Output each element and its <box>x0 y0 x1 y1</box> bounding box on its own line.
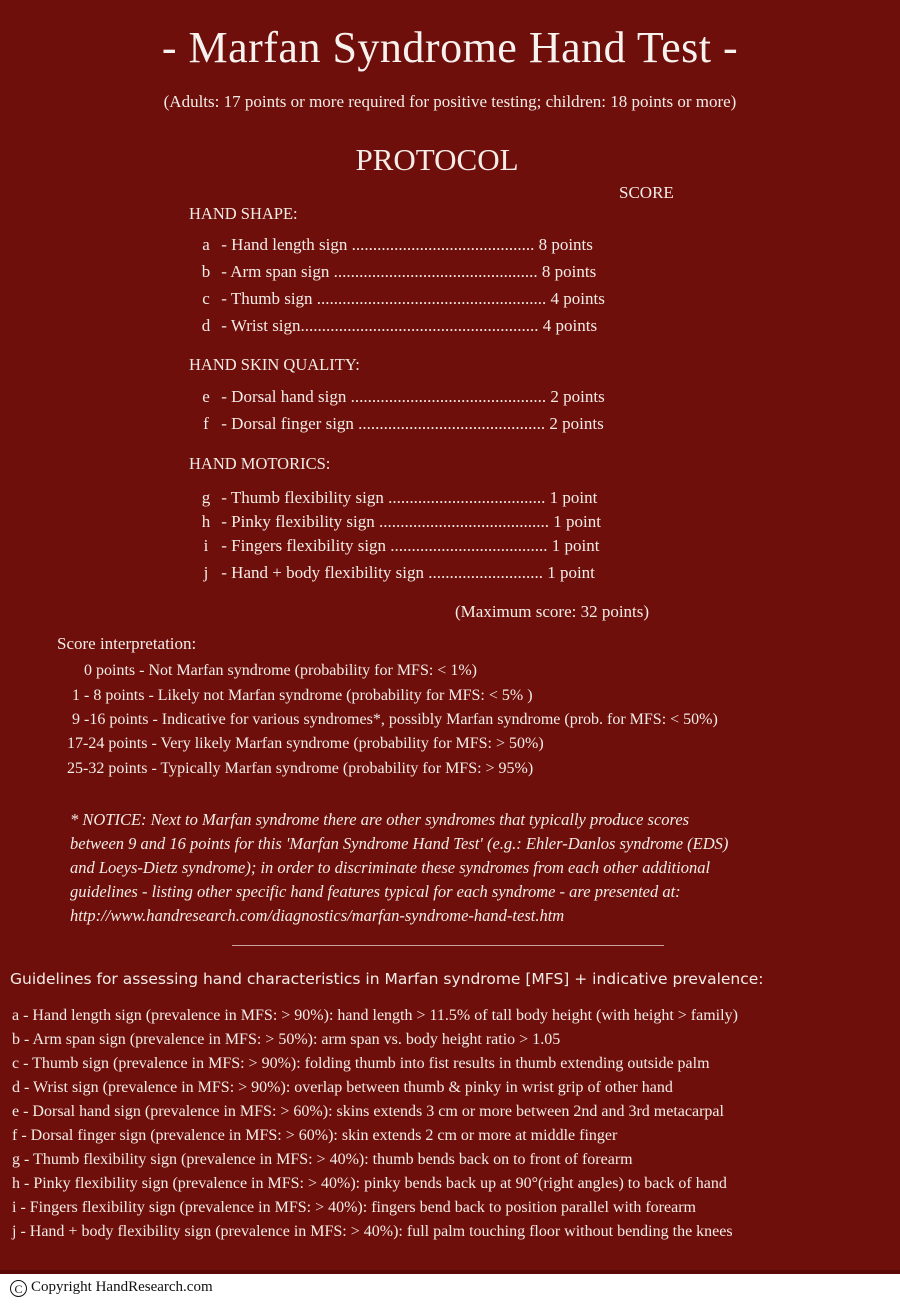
guideline-row: a - Hand length sign (prevalence in MFS: > 90%): hand length > 11.5% of tall body height (with height > family) <box>12 1007 738 1024</box>
item-letter: a <box>202 235 210 254</box>
protocol-item-b <box>195 262 596 282</box>
item-text: - Dorsal finger sign ............................................ 2 points <box>221 414 604 433</box>
guideline-row: e - Dorsal hand sign (prevalence in MFS: > 60%): skins extends 3 cm or more between 2nd and 3rd metacarpal <box>12 1103 724 1120</box>
protocol-item-a <box>195 235 593 255</box>
protocol-item-e <box>195 387 605 407</box>
section-hand-skin: HAND SKIN QUALITY: <box>189 355 360 374</box>
protocol-item-h <box>195 512 601 532</box>
item-letter: c <box>202 289 210 308</box>
protocol-item-g <box>195 488 597 508</box>
section-hand-shape: HAND SHAPE: <box>189 204 298 223</box>
protocol-item-c <box>195 289 605 309</box>
copyright-text: Copyright HandResearch.com <box>31 1279 213 1295</box>
protocol-heading: PROTOCOL <box>355 142 519 177</box>
item-text: - Fingers flexibility sign ..................................... 1 point <box>221 536 600 555</box>
notice-line: guidelines - listing other specific hand features typical for each syndrome - are presented at: <box>70 882 681 901</box>
protocol-item-d <box>195 316 597 336</box>
guideline-row: j - Hand + body flexibility sign (prevalence in MFS: > 40%): full palm touching floor without bending the knees <box>12 1223 733 1240</box>
divider <box>232 945 664 946</box>
item-text: - Hand + body flexibility sign ........................... 1 point <box>221 563 595 582</box>
protocol-item-f <box>195 414 604 434</box>
copyright-notice <box>10 1279 213 1297</box>
max-score: (Maximum score: 32 points) <box>455 602 650 621</box>
item-text: - Dorsal hand sign .............................................. 2 points <box>221 387 605 406</box>
section-hand-motorics: HAND MOTORICS: <box>189 454 331 473</box>
item-text: - Hand length sign ........................................... 8 points <box>221 235 593 254</box>
notice-url: http://www.handresearch.com/diagnostics/marfan-syndrome-hand-test.htm <box>70 906 565 925</box>
notice-line: between 9 and 16 points for this 'Marfan Syndrome Hand Test' (e.g.: Ehler-Danlos syndrome (EDS) <box>70 834 729 853</box>
item-text: - Arm span sign ................................................ 8 points <box>221 262 597 281</box>
guideline-row: g - Thumb flexibility sign (prevalence in MFS: > 40%): thumb bends back on to front of forearm <box>12 1151 633 1168</box>
guideline-row: d - Wrist sign (prevalence in MFS: > 90%): overlap between thumb & pinky in wrist grip of other hand <box>12 1079 673 1096</box>
item-letter: f <box>203 414 209 433</box>
item-text: - Thumb sign ...................................................... 4 points <box>221 289 605 308</box>
copyright-icon: C <box>10 1280 27 1297</box>
interpretation-row: 1 - 8 points - Likely not Marfan syndrome (probability for MFS: < 5% ) <box>72 687 533 704</box>
item-text: - Thumb flexibility sign ..................................... 1 point <box>221 488 598 507</box>
item-text: - Wrist sign........................................................ 4 points <box>221 316 598 335</box>
page-title: - Marfan Syndrome Hand Test - <box>161 23 739 72</box>
item-letter: b <box>201 262 211 281</box>
item-letter: e <box>202 387 210 406</box>
guideline-row: b - Arm span sign (prevalence in MFS: > 50%): arm span vs. body height ratio > 1.05 <box>12 1031 561 1048</box>
notice-paragraph <box>70 808 880 928</box>
item-letter: h <box>201 512 211 531</box>
interpretation-row: 17-24 points - Very likely Marfan syndrome (probability for MFS: > 50%) <box>67 735 544 752</box>
guideline-row: i - Fingers flexibility sign (prevalence in MFS: > 40%): fingers bend back to position parallel with forearm <box>12 1199 696 1216</box>
notice-line: * NOTICE: Next to Marfan syndrome there are other syndromes that typically produce scores <box>70 810 690 829</box>
protocol-item-i <box>195 536 600 556</box>
item-letter: d <box>201 316 211 335</box>
guideline-row: h - Pinky flexibility sign (prevalence in MFS: > 40%): pinky bends back up at 90°(right angles) to back of hand <box>12 1175 727 1192</box>
interpretation-row: 0 points - Not Marfan syndrome (probability for MFS: < 1%) <box>84 662 477 679</box>
score-column-heading: SCORE <box>619 183 674 202</box>
guidelines-title: Guidelines for assessing hand characteristics in Marfan syndrome [MFS] + indicative prevalence: <box>10 970 764 988</box>
protocol-item-j <box>195 563 595 583</box>
item-letter: j <box>203 563 209 582</box>
guideline-row: c - Thumb sign (prevalence in MFS: > 90%): folding thumb into fist results in thumb extending outside palm <box>12 1055 710 1072</box>
interpretation-title: Score interpretation: <box>57 634 197 653</box>
item-letter: g <box>201 488 211 507</box>
guideline-row: f - Dorsal finger sign (prevalence in MFS: > 60%): skin extends 2 cm or more at middle finger <box>12 1127 618 1144</box>
item-letter: i <box>203 536 209 555</box>
item-text: - Pinky flexibility sign ........................................ 1 point <box>221 512 601 531</box>
page-subtitle: (Adults: 17 points or more required for positive testing; children: 18 points or more) <box>163 92 737 111</box>
interpretation-row: 25-32 points - Typically Marfan syndrome (probability for MFS: > 95%) <box>67 760 534 777</box>
interpretation-row: 9 -16 points - Indicative for various syndromes*, possibly Marfan syndrome (prob. for MFS: < 50%) <box>72 711 718 728</box>
notice-line: and Loeys-Dietz syndrome); in order to discriminate these syndromes from each other additional <box>70 858 711 877</box>
